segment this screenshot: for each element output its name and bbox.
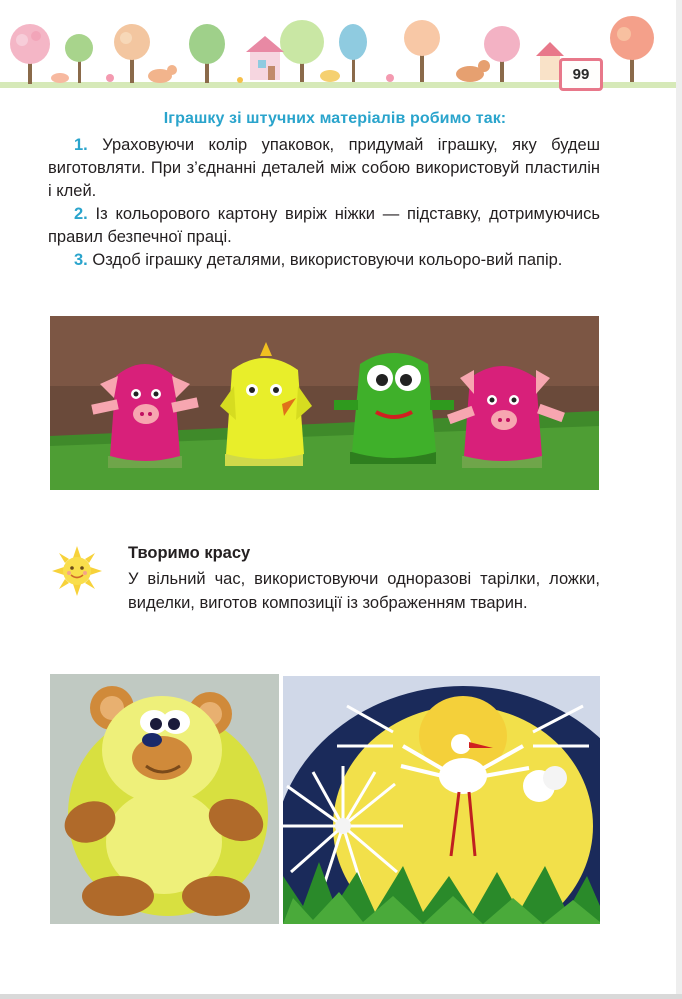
photo-cup-toys [50,316,599,490]
section-title: Творимо красу [128,544,251,562]
step-number: 2. [74,205,88,223]
steps-list [48,134,600,272]
step-3 [48,249,600,272]
page-right-edge [676,0,682,999]
sun-icon [52,546,102,601]
photo-stork-composition [283,676,600,924]
step-text: Ураховуючи колір упаковок, придумай іграшку, яку будеш виготовляти. При з’єднанні деталей між собою використовуй пластилін і клей. [48,136,600,200]
step-2 [48,203,600,249]
step-1 [48,134,600,203]
step-text: Оздоб іграшку деталями, використовуючи кольоро-вий папір. [92,251,563,269]
page-bottom-edge [0,994,682,999]
step-number: 1. [74,136,88,154]
page-number: 99 [559,58,603,91]
section-text [128,567,600,615]
step-text: Із кольорового картону виріж ніжки — підставку, дотримуючись правил безпечної праці. [48,205,600,246]
section-paragraph: У вільний час, використовуючи одноразові тарілки, ложки, виделки, виготов композиції із зображенням тварин. [128,570,600,612]
instructions-heading: Іграшку зі штучних матеріалів робимо так: [163,110,507,127]
step-number: 3. [74,251,88,269]
photo-bear-toy [50,674,279,924]
